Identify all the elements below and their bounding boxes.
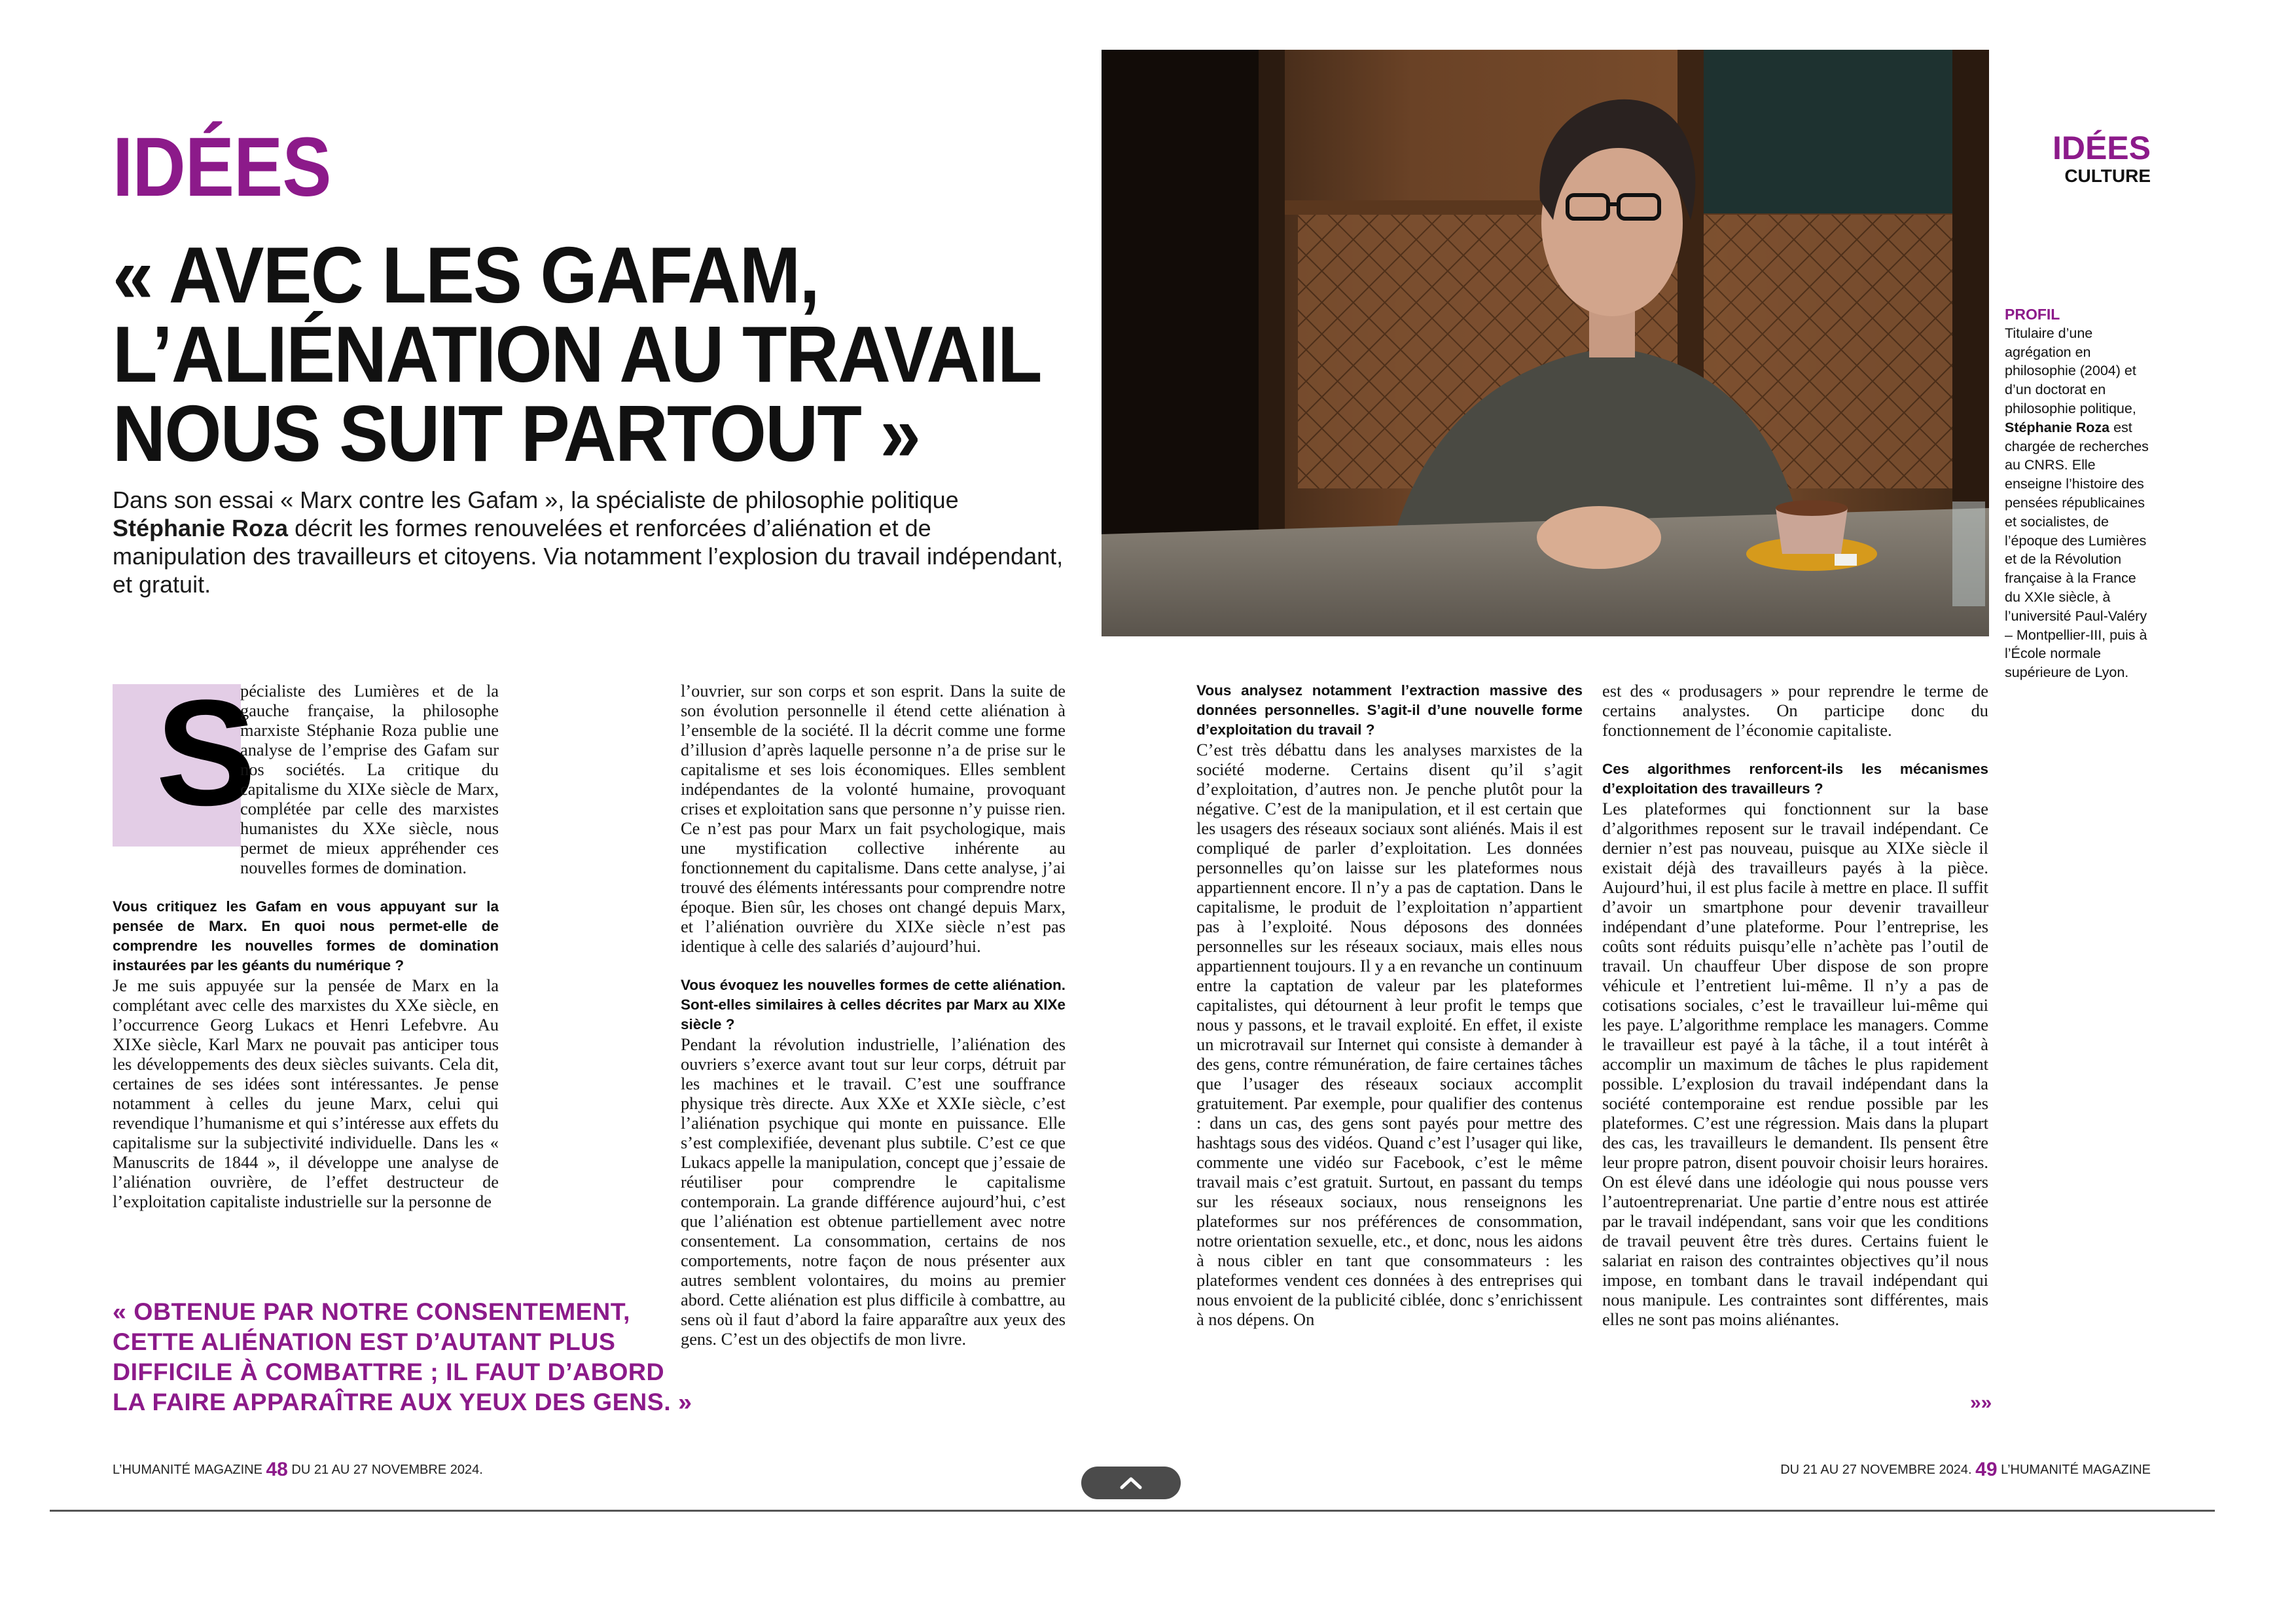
standfirst-text: Dans son essai « Marx contre les Gafam », la spécialiste de philosophie politique <box>113 486 959 513</box>
pull-quote-line: « OBTENUE PAR NOTRE CONSENTEMENT, <box>113 1298 630 1325</box>
headline-line: NOUS SUIT PARTOUT » <box>113 389 920 478</box>
question: Vous analysez notamment l’extraction massive des données personnelles. S’agit-il d’une nouvelle forme d’exploitation du travail ? <box>1196 682 1583 738</box>
question: Vous évoquez les nouvelles formes de cette aliénation. Sont-elles similaires à celles décrites par Marx au XIXe siècle ? <box>681 977 1066 1032</box>
profile-name: Stéphanie Roza <box>2005 419 2110 435</box>
pull-quote-line: CETTE ALIÉNATION EST D’AUTANT PLUS <box>113 1328 616 1355</box>
standfirst-author: Stéphanie Roza <box>113 515 289 541</box>
chevron-up-icon <box>1118 1474 1144 1491</box>
footer-date: DU 21 AU 27 NOVEMBRE 2024. <box>291 1463 483 1477</box>
article-column-4 <box>1602 681 1988 1329</box>
standfirst <box>113 486 1068 598</box>
answer-paragraph: Je me suis appuyée sur la pensée de Marx en la complétant avec celle des marxistes du XXe siècle, en l’occurrence Georg Lukacs et Henri Lefebvre. Au XIXe siècle, Karl Marx ne pouvait pas anticiper tous les développements des deux siècles suivants. Cela dit, certaines de ses idées sont intéressantes. Je pense notamment à celles du jeune Marx, celui qui revendique l’humanisme et qui s’intéresse aux effets du capitalisme sur la subjectivité individuelle. Dans les « Manuscrits de 1844 », il développe une analyse de l’aliénation ouvrière, de l’effet destructeur de l’exploitation capitaliste industrielle sur la personne de <box>113 976 499 1211</box>
profile-label: PROFIL <box>2005 306 2060 323</box>
section-title: IDÉES <box>113 120 331 214</box>
pull-quote-line: LA FAIRE APPARAÎTRE AUX YEUX DES GENS. » <box>113 1388 692 1415</box>
answer-paragraph: l’ouvrier, sur son corps et son esprit. Dans la suite de son évolution personnelle il étend cette aliénation à l’ensemble de la société. Il la décrit comme une forme d’illusion d’après laquelle personne n’a de prise sur le capitalisme et ses lois économiques. Elles semblent indépendantes de la volonté humaine, provoquant crises et exploitation sans que personne n’y puisse rien. Ce n’est pas pour Marx un fait psychologique, mais une mystification collective inhérente au fonctionnement du capitalisme. Dans cette analyse, j’ai trouvé des éléments intéressants pour comprendre notre époque. Bien sûr, les choses ont changé depuis Marx, et l’aliénation ouvrière du XIXe siècle n’est pas identique à celle des salariés d’aujourd’hui. <box>681 681 1066 956</box>
headline <box>113 230 1041 478</box>
page-number: 48 <box>266 1459 288 1480</box>
profile-sidebar <box>2005 305 2155 682</box>
article-column-2 <box>681 681 1066 1349</box>
question: Ces algorithmes renforcent-ils les mécanismes d’exploitation des travailleurs ? <box>1602 761 1988 797</box>
pull-quote-line: DIFFICILE À COMBATTRE ; IL FAUT D’ABORD <box>113 1358 665 1385</box>
footer-date: DU 21 AU 27 NOVEMBRE 2024. <box>1780 1463 1972 1477</box>
headline-line: « AVEC LES GAFAM, <box>113 230 819 319</box>
pull-quote <box>113 1296 692 1417</box>
profile-text: est chargée de recherches au CNRS. Elle enseigne l’histoire des pensées républicaines et socialistes, de l’époque des Lumières et de la Révolution française à la France du XXIe siècle, à l’université Paul-Valéry – Montpellier-III, puis à l’École normale supérieure de Lyon. <box>2005 419 2149 681</box>
answer-paragraph: C’est très débattu dans les analyses marxistes de la société moderne. Certains disent qu’il s’agit d’exploitation, d’autres non. Je penche plutôt pour la négative. C’est de la manipulation, et il est certain que les usagers des réseaux sociaux sont aliénés. Mais il est compliqué de parler d’exploitation. Les données personnelles qu’on laisse sur les plateformes nous appartiennent encore. Il n’y a pas de captation. Dans le capitalisme, le produit de l’exploitation n’appartient pas à l’exploité. Nous déposons des données personnelles sur les réseaux sociaux, mais elles nous appartiennent toujours. Il y a en revanche un continuum entre la captation de valeur par les plateformes capitalistes, qui détournent à leur profit le temps que nous y passons, et le travail exploité. En effet, il existe un microtravail sur Internet qui consiste à demander à des gens, contre rémunération, de faire certaines tâches que l’usager des réseaux sociaux accomplit gratuitement. Par exemple, pour qualifier des contenus : dans un cas, des gens sont payés pour mettre des hashtags sous des vidéos. Quand c’est l’usager qui like, commente une vidéo sur Facebook, c’est le même travail mais c’est gratuit. Surtout, en passant du temps sur les réseaux sociaux, nous renseignons les plateformes sur nos préférences de consommation, notre orientation sexuelle, etc., et donc, nous les aidons à nous cibler en tant que consommateurs : les plateformes vendent ces données à des entreprises qui nous envoient de la publicité ciblée, donc s’enrichissent à nos dépens. On <box>1196 740 1583 1329</box>
continue-mark: »» <box>1970 1392 1992 1413</box>
footer-publication: L’HUMANITÉ MAGAZINE <box>2001 1463 2151 1477</box>
bottom-divider <box>50 1510 2215 1512</box>
article-column-1 <box>113 681 499 1211</box>
footer-right <box>1780 1459 2151 1481</box>
profile-text: Titulaire d’une agrégation en philosophie (2004) et d’un doctorat en philosophie politique, <box>2005 325 2136 416</box>
standfirst-text: décrit les formes renouvelées et renforcées d’aliénation et de manipulation des travailleurs et citoyens. Via notamment l’explosion du travail indépendant, et gratuit. <box>113 515 1064 598</box>
dropcap-letter: S <box>156 668 257 837</box>
portrait-illustration <box>1102 50 1989 636</box>
rubric <box>2053 131 2151 187</box>
scroll-up-button[interactable] <box>1081 1467 1181 1499</box>
rubric-section: IDÉES <box>2052 130 2151 166</box>
answer-paragraph: Les plateformes qui fonctionnent sur la base d’algorithmes reposent sur le travail indépendant. Ce dernier n’est pas nouveau, puisque au XIXe siècle il existait déjà des travailleurs payés à la pièce. Aujourd’hui, il est plus facile à mettre en place. Il suffit d’avoir un smartphone pour devenir travailleur indépendant d’une plateforme. Pour l’entreprise, les coûts sont réduits puisqu’elle n’achète pas l’outil de travail. Un chauffeur Uber dispose de son propre véhicule et l’entretient lui-même. Il n’y a pas de cotisations sociales, c’est le travailleur lui-même qui les paye. L’algorithme remplace les managers. Comme le travailleur est payé à la tâche, il a tout intérêt à accomplir un maximum de tâches le plus rapidement possible. L’explosion du travail indépendant dans la société contemporaine est rendue possible par les plateformes. C’est une régression. Mais dans la plupart des cas, les travailleurs le demandent. Ils pensent être leur propre patron, disent pouvoir choisir leurs horaires. On est élevé dans une idéologie qui nous pousse vers l’autoentreprenariat. Une partie d’entre nous est attirée par le travail indépendant, sans voir que les conditions de travail peuvent être très dures. Certains fuient le salariat en raison des contraintes objectives qu’il nous impose, en tombant dans le travail indépendant qui nous manipule. Les contraintes sont différentes, mais elles ne sont pas moins aliénantes. <box>1602 799 1988 1329</box>
footer-left <box>113 1459 483 1481</box>
rubric-subsection: CULTURE <box>2064 166 2151 186</box>
answer-paragraph: est des « produsagers » pour reprendre le terme de certains analystes. On participe donc du fonctionnement de l’économie capitaliste. <box>1602 681 1988 740</box>
article-column-3 <box>1196 681 1583 1329</box>
footer-publication: L’HUMANITÉ MAGAZINE <box>113 1463 262 1477</box>
question: Vous critiquez les Gafam en vous appuyant sur la pensée de Marx. En quoi nous permet-elle de comprendre les nouvelles formes de domination instaurées par les géants du numérique ? <box>113 898 499 974</box>
page-number: 49 <box>1975 1459 1998 1480</box>
headline-line: L’ALIÉNATION AU TRAVAIL <box>113 310 1041 399</box>
intro-paragraph: pécialiste des Lumières et de la gauche française, la philosophe marxiste Stéphanie Roza publie une analyse de l’emprise des Gafam sur nos sociétés. La critique du capitalisme du XIXe siècle de Marx, complétée par celle des marxistes humanistes du XXe siècle, nous permet de mieux appréhender ces nouvelles formes de domination. <box>240 681 499 877</box>
answer-paragraph: Pendant la révolution industrielle, l’aliénation des ouvriers s’exerce avant tout sur leur corps, détruit par les machines et le travail. C’est une souffrance physique très directe. Aux XXe et XXIe siècle, c’est l’aliénation psychique qui monte en puissance. Elle s’est complexifiée, devenant plus subtile. C’est ce que Lukacs appelle la manipulation, concept que j’essaie de réutiliser pour comprendre le capitalisme contemporain. La grande différence aujourd’hui, c’est que l’aliénation est obtenue partiellement avec notre consentement. La consommation, certains de nos comportements, notre façon de nous présenter aux autres semblent volontaires, du moins au premier abord. Cette aliénation est plus difficile à combattre, au sens où il faut d’abord la faire apparaître aux yeux des gens. C’est un des objectifs de mon livre. <box>681 1034 1066 1349</box>
portrait-photo <box>1102 50 1989 636</box>
